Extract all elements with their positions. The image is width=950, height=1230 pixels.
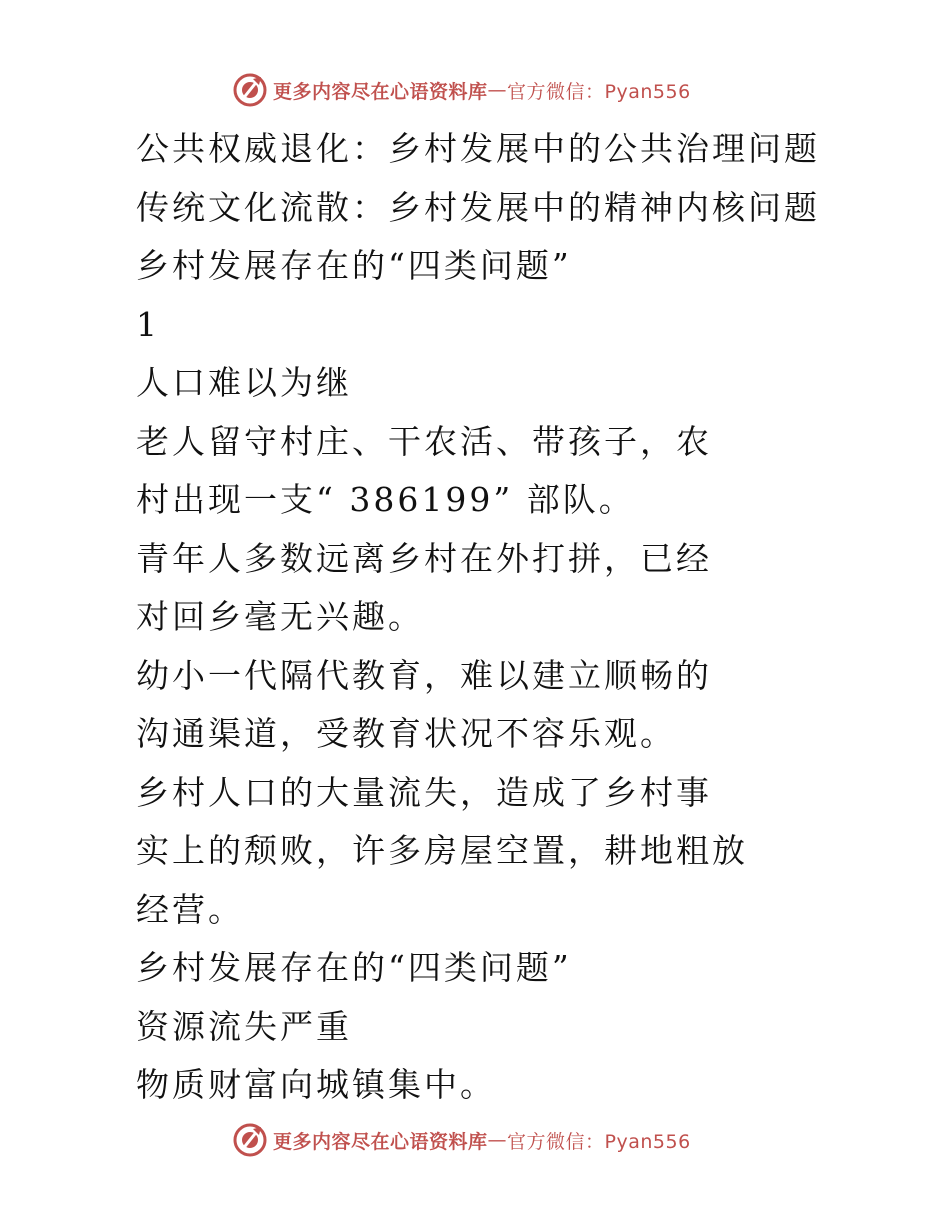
text-line: 人口难以为继 [136,363,352,402]
header-banner-text: 更多内容尽在心语资料库 [273,80,488,103]
text-line: 实上的颓败，许多房屋空置，耕地粗放 [136,831,748,870]
text-line: 乡村人口的大量流失，造成了乡村事 [136,772,712,812]
footer-banner-dash: — [487,1129,508,1151]
text-line: 乡村发展存在的“四类问题” [136,246,572,285]
text-line: 青年人多数远离乡村在外打拼，已经 [136,538,712,578]
text-line: 乡村发展存在的“四类问题” [136,948,572,987]
brand-logo-icon [233,73,267,107]
text-line: 对回乡毫无兴趣。 [136,597,424,636]
brand-logo-icon [233,1123,267,1157]
header-banner [233,72,691,108]
text-line: 1 [136,304,160,344]
text-line: 经营。 [136,889,244,929]
text-line: 物质财富向城镇集中。 [136,1065,496,1104]
header-banner-wechat: 官方微信：Pyan556 [507,80,691,103]
header-banner-dash: — [487,79,508,101]
text-line: 传统文化流散：乡村发展中的精神内核问题 [136,187,820,227]
text-line: 幼小一代隔代教育，难以建立顺畅的 [136,655,712,695]
text-line: 资源流失严重 [136,1006,352,1046]
text-line: 老人留守村庄、干农活、带孩子，农 [136,421,712,461]
text-line: 沟通渠道，受教育状况不容乐观。 [136,714,676,753]
document-body [136,120,836,1115]
footer-banner-text: 更多内容尽在心语资料库 [273,1130,488,1153]
footer-banner-wechat: 官方微信：Pyan556 [507,1130,691,1153]
text-line: 公共权威退化：乡村发展中的公共治理问题 [136,129,820,168]
text-line: 村出现一支“ 386199” 部队。 [136,480,635,519]
footer-banner [233,1122,691,1158]
